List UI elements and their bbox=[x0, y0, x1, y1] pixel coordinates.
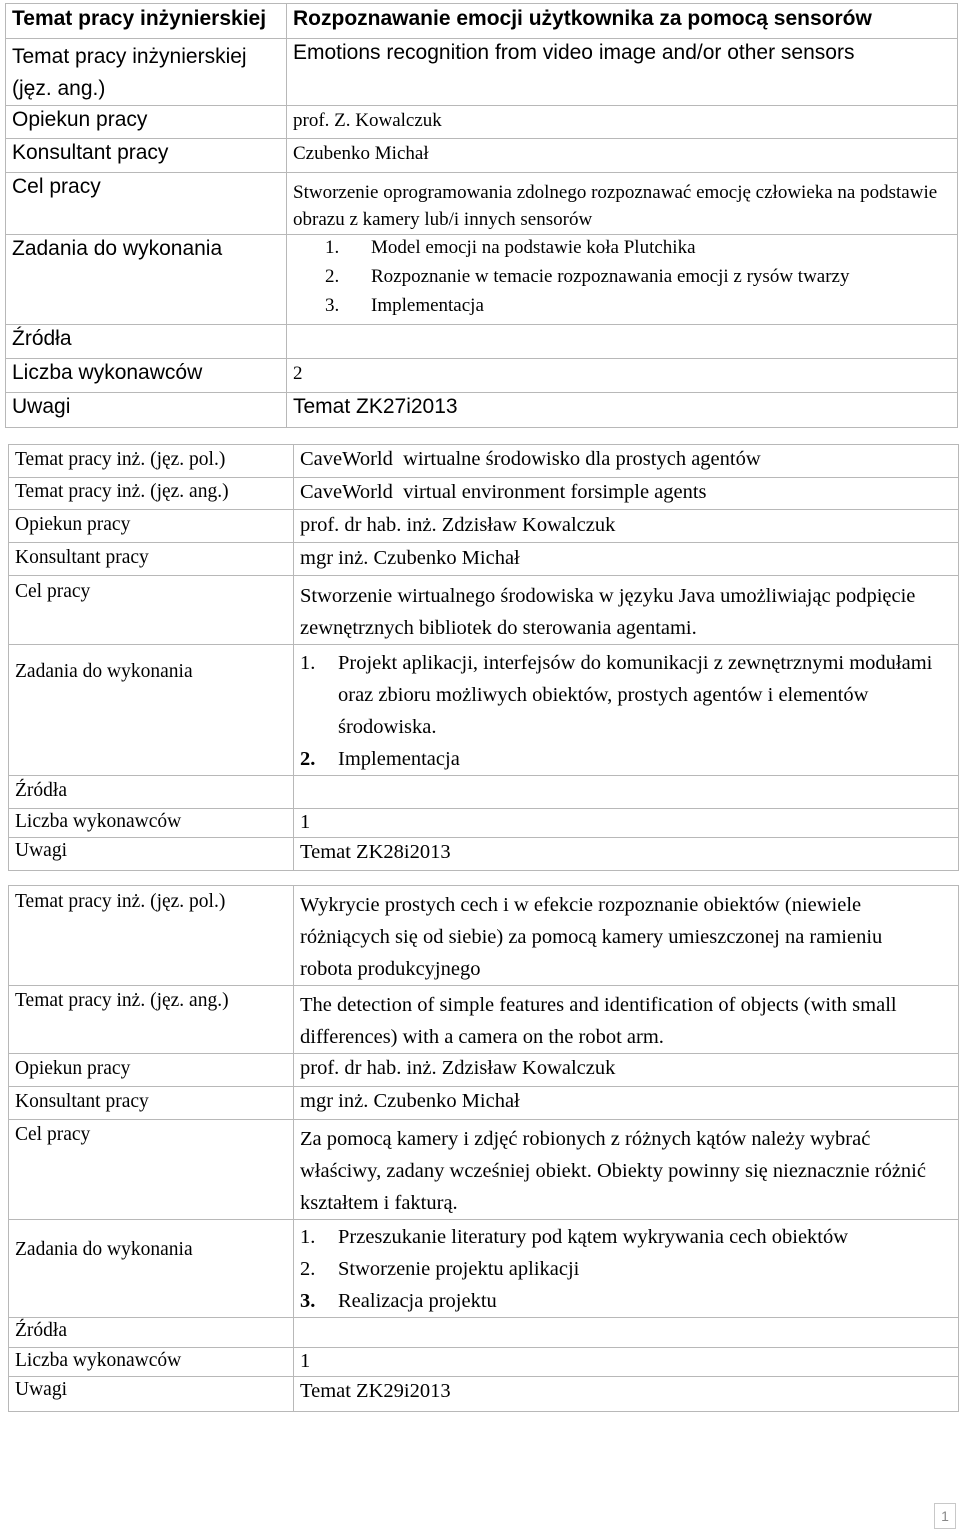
value-topic-en: CaveWorld virtual environment forsimple agents bbox=[294, 478, 959, 510]
value-topic-en: The detection of simple features and identification of objects (with small differences) with a camera on the robot arm. bbox=[294, 986, 959, 1054]
label-sources: Źródła bbox=[6, 325, 287, 359]
list-item: 2. Implementacja bbox=[300, 748, 460, 770]
label-notes: Uwagi bbox=[6, 393, 287, 428]
label-notes: Uwagi bbox=[9, 1377, 294, 1412]
value-notes: Temat ZK27i2013 bbox=[287, 393, 958, 428]
value-topic-pl: CaveWorld wirtualne środowisko dla prostych agentów bbox=[294, 445, 959, 478]
topic-zk29-table bbox=[8, 885, 959, 1412]
label-supervisor: Opiekun pracy bbox=[9, 1054, 294, 1087]
value-team-size: 1 bbox=[294, 1348, 959, 1377]
value-goal: Za pomocą kamery i zdjęć robionych z różnych kątów należy wybrać właściwy, zadany wcześniej obiekt. Obiekty powinny się nieznacznie różnić kształtem i fakturą. bbox=[294, 1120, 959, 1220]
list-item: 3. Realizacja projektu bbox=[300, 1290, 497, 1312]
value-supervisor: prof. dr hab. inż. Zdzisław Kowalczuk bbox=[294, 1054, 959, 1087]
label-team-size: Liczba wykonawców bbox=[9, 809, 294, 838]
value-team-size: 2 bbox=[287, 359, 958, 393]
value-topic-pl: Wykrycie prostych cech i w efekcie rozpoznanie obiektów (niewiele różniących się od siebie) za pomocą kamery umieszczonej na ramieniu robota produkcyjnego bbox=[294, 886, 959, 986]
value-consultant: mgr inż. Czubenko Michał bbox=[294, 543, 959, 576]
label-topic-en: Temat pracy inżynierskiej (jęz. ang.) bbox=[6, 39, 287, 106]
label-consultant: Konsultant pracy bbox=[9, 543, 294, 576]
label-tasks: Zadania do wykonania bbox=[6, 235, 287, 325]
label-consultant: Konsultant pracy bbox=[6, 139, 287, 173]
value-supervisor: prof. Z. Kowalczuk bbox=[287, 106, 958, 139]
label-topic-pl: Temat pracy inż. (jęz. pol.) bbox=[9, 445, 294, 478]
tasks-list bbox=[287, 235, 958, 325]
topic-zk27-table bbox=[5, 3, 958, 428]
label-supervisor: Opiekun pracy bbox=[6, 106, 287, 139]
value-topic-en: Emotions recognition from video image and/or other sensors bbox=[287, 39, 958, 106]
label-sources: Źródła bbox=[9, 1318, 294, 1348]
list-item: 1. Model emocji na podstawie koła Plutchika bbox=[325, 237, 696, 258]
value-notes: Temat ZK28i2013 bbox=[294, 838, 959, 871]
label-topic-pl: Temat pracy inż. (jęz. pol.) bbox=[9, 886, 294, 986]
label-consultant: Konsultant pracy bbox=[9, 1087, 294, 1120]
topic-zk28-table bbox=[8, 444, 959, 871]
value-team-size: 1 bbox=[294, 809, 959, 838]
value-sources bbox=[294, 776, 959, 809]
label-goal: Cel pracy bbox=[9, 576, 294, 645]
list-item: 3. Implementacja bbox=[325, 295, 484, 316]
tasks-list bbox=[294, 645, 959, 776]
page-number: 1 bbox=[934, 1503, 956, 1529]
list-item: 2. Rozpoznanie w temacie rozpoznawania emocji z rysów twarzy bbox=[325, 266, 850, 287]
value-supervisor: prof. dr hab. inż. Zdzisław Kowalczuk bbox=[294, 510, 959, 543]
value-goal: Stworzenie oprogramowania zdolnego rozpoznawać emocję człowieka na podstawie obrazu z kamery lub/i innych sensorów bbox=[287, 173, 958, 235]
label-topic-en: Temat pracy inż. (jęz. ang.) bbox=[9, 986, 294, 1054]
tasks-list bbox=[294, 1220, 959, 1318]
value-topic-pl: Rozpoznawanie emocji użytkownika za pomocą sensorów bbox=[287, 4, 958, 39]
label-notes: Uwagi bbox=[9, 838, 294, 871]
label-sources: Źródła bbox=[9, 776, 294, 809]
value-goal: Stworzenie wirtualnego środowiska w języku Java umożliwiając podpięcie zewnętrznych bibliotek do sterowania agentami. bbox=[294, 576, 959, 645]
label-tasks: Zadania do wykonania bbox=[9, 1220, 294, 1318]
value-notes: Temat ZK29i2013 bbox=[294, 1377, 959, 1412]
label-tasks: Zadania do wykonania bbox=[9, 645, 294, 776]
label-topic-pl: Temat pracy inżynierskiej bbox=[6, 4, 287, 39]
label-supervisor: Opiekun pracy bbox=[9, 510, 294, 543]
value-sources bbox=[287, 325, 958, 359]
list-item: 1. Przeszukanie literatury pod kątem wykrywania cech obiektów bbox=[300, 1226, 849, 1248]
label-goal: Cel pracy bbox=[9, 1120, 294, 1220]
value-sources bbox=[294, 1318, 959, 1348]
list-item: 2. Stworzenie projektu aplikacji bbox=[300, 1258, 580, 1280]
list-item: 1. Projekt aplikacji, interfejsów do komunikacji z zewnętrznymi modułami oraz zbioru możliwych obiektów, prostych agentów i elementów środowiska. bbox=[300, 652, 933, 738]
value-consultant: Czubenko Michał bbox=[287, 139, 958, 173]
label-team-size: Liczba wykonawców bbox=[9, 1348, 294, 1377]
label-goal: Cel pracy bbox=[6, 173, 287, 235]
label-team-size: Liczba wykonawców bbox=[6, 359, 287, 393]
label-topic-en: Temat pracy inż. (jęz. ang.) bbox=[9, 478, 294, 510]
value-consultant: mgr inż. Czubenko Michał bbox=[294, 1087, 959, 1120]
